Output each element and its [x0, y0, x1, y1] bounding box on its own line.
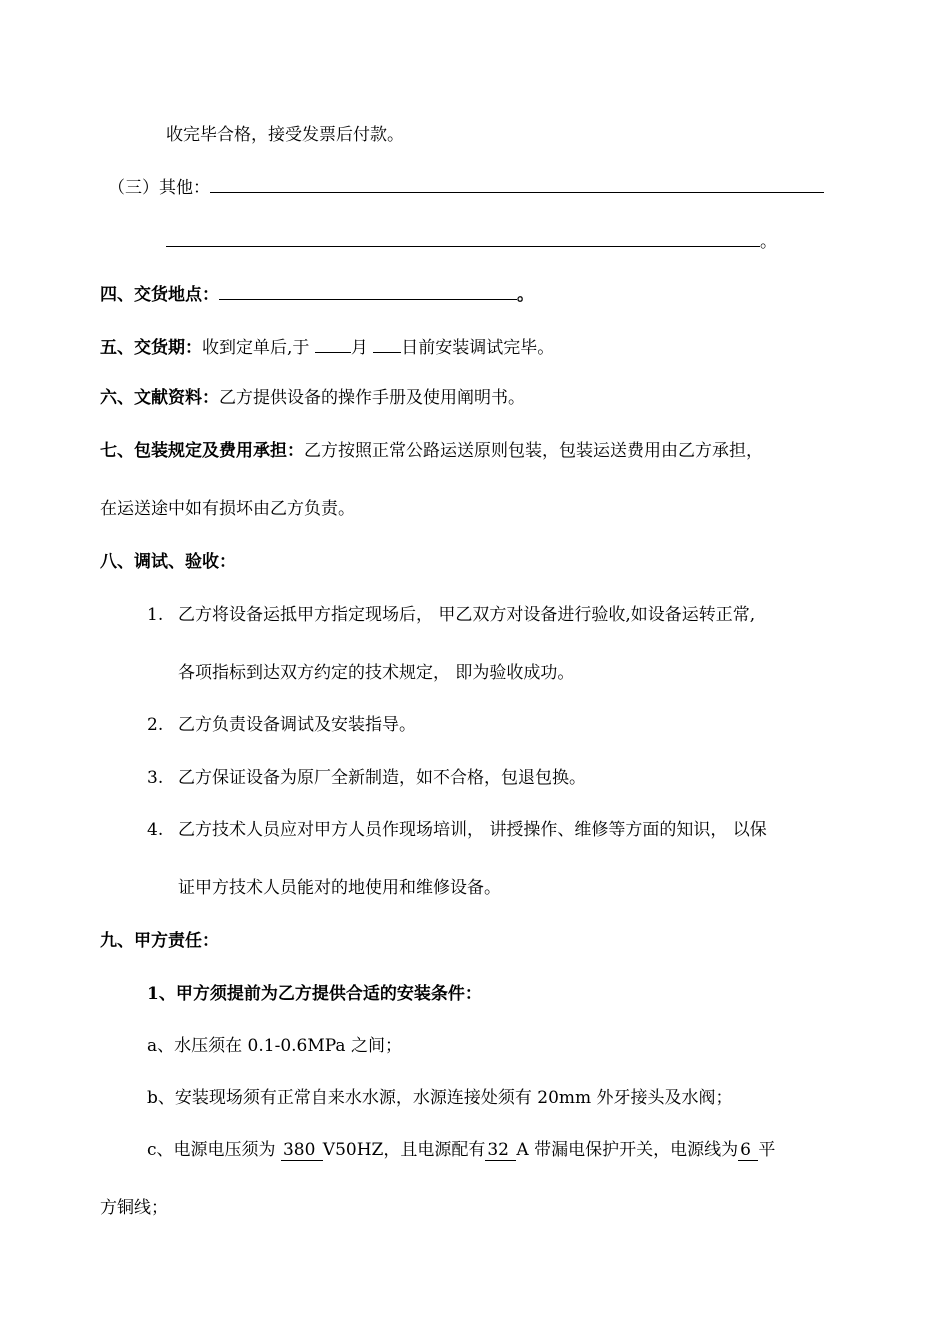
section-5-delivery-period	[100, 336, 554, 359]
section-6-body: 乙方提供设备的操作手册及使用阐明书。	[219, 388, 525, 408]
list-item-3-text: 乙方保证设备为原厂全新制造，如不合格，包退包换。	[178, 768, 586, 788]
list-item-1-text-2: 各项指标到达双方约定的技术规定， 即为验收成功。	[178, 663, 575, 683]
condition-c-text-e: 方铜线；	[100, 1198, 168, 1218]
condition-c-continuation	[100, 1197, 168, 1219]
month-blank[interactable]	[315, 336, 351, 353]
condition-c-text-b: V50HZ，且电源配有	[322, 1140, 486, 1160]
list-item-4-text-2: 证甲方技术人员能对的地使用和维修设备。	[178, 878, 501, 898]
section-5-text-a: 收到定单后,于	[202, 338, 315, 358]
condition-c-text-a: c、电源电压须为	[147, 1140, 281, 1160]
section-5-text-b: 日前安装调试完毕。	[401, 338, 555, 358]
other-blank-2[interactable]	[166, 230, 760, 247]
list-item-2	[147, 714, 163, 736]
list-item-2-text-line	[178, 714, 416, 736]
condition-a	[147, 1035, 402, 1057]
section-4-heading: 四、交货地点：	[100, 285, 219, 305]
list-item-3	[147, 767, 163, 789]
list-item-3-text-line	[178, 767, 586, 789]
other-blank-1[interactable]	[210, 176, 824, 193]
section-6-documents	[100, 387, 525, 409]
delivery-place-blank[interactable]	[219, 283, 517, 300]
other-label: （三）其他：	[108, 178, 210, 198]
section-7-heading: 七、包装规定及费用承担：	[100, 441, 304, 461]
list-item-4-text-line-2	[178, 877, 501, 899]
month-label: 月	[350, 338, 374, 358]
section-7-body-2: 在运送途中如有损坏由乙方负责。	[100, 499, 355, 519]
list-item-1-text: 乙方将设备运抵甲方指定现场后， 甲乙双方对设备进行验收,如设备运转正常,	[178, 605, 756, 625]
list-item-3-number: 3.	[147, 768, 164, 788]
condition-c-text-d: 平	[758, 1140, 776, 1160]
section-4-delivery-place	[100, 283, 534, 306]
subsection-1-heading: 1、甲方须提前为乙方提供合适的安装条件：	[147, 984, 482, 1004]
list-item-1-text-line-2	[178, 662, 574, 684]
condition-b-text: b、安装现场须有正常自来水水源，水源连接处须有 20mm 外牙接头及水阀；	[147, 1088, 733, 1108]
condition-c	[147, 1139, 775, 1161]
section-4-end-mark: 。	[517, 285, 534, 305]
list-item-2-number: 2.	[147, 715, 164, 735]
section-5-heading: 五、交货期：	[100, 338, 202, 358]
voltage-value: 380	[282, 1140, 321, 1160]
other-line	[108, 176, 824, 199]
list-item-1	[147, 604, 163, 626]
payment-terms-text: 收完毕合格，接受发票后付款。	[166, 125, 404, 145]
list-item-4-text: 乙方技术人员应对甲方人员作现场培训， 讲授操作、维修等方面的知识， 以保	[178, 820, 767, 840]
section-6-heading: 六、文献资料：	[100, 388, 219, 408]
list-item-4-number: 4.	[147, 820, 164, 840]
section-9-heading: 九、甲方责任：	[100, 931, 219, 951]
payment-terms-line	[166, 124, 404, 146]
section-8-heading-line	[100, 551, 236, 573]
list-item-4	[147, 819, 163, 841]
section-7-body: 乙方按照正常公路运送原则包装，包装运送费用由乙方承担，	[304, 441, 763, 461]
subsection-1-heading-line	[147, 983, 482, 1005]
section-7-continuation	[100, 498, 355, 520]
condition-a-text: a、水压须在 0.1-0.6MPa 之间；	[147, 1036, 402, 1056]
other-end-mark: 。	[760, 232, 777, 252]
section-7-packaging	[100, 440, 763, 462]
list-item-4-text-line	[178, 819, 767, 841]
wire-size-value: 6	[740, 1140, 757, 1160]
list-item-1-number: 1.	[147, 605, 164, 625]
section-9-heading-line	[100, 930, 219, 952]
list-item-1-text-line	[178, 604, 755, 626]
section-8-heading: 八、调试、验收：	[100, 552, 236, 572]
day-blank[interactable]	[373, 336, 401, 353]
condition-b	[147, 1087, 733, 1109]
condition-c-text-c: A 带漏电保护开关，电源线为	[516, 1140, 739, 1160]
amperage-value: 32	[487, 1140, 515, 1160]
list-item-2-text: 乙方负责设备调试及安装指导。	[178, 715, 416, 735]
other-line-2	[166, 230, 777, 253]
